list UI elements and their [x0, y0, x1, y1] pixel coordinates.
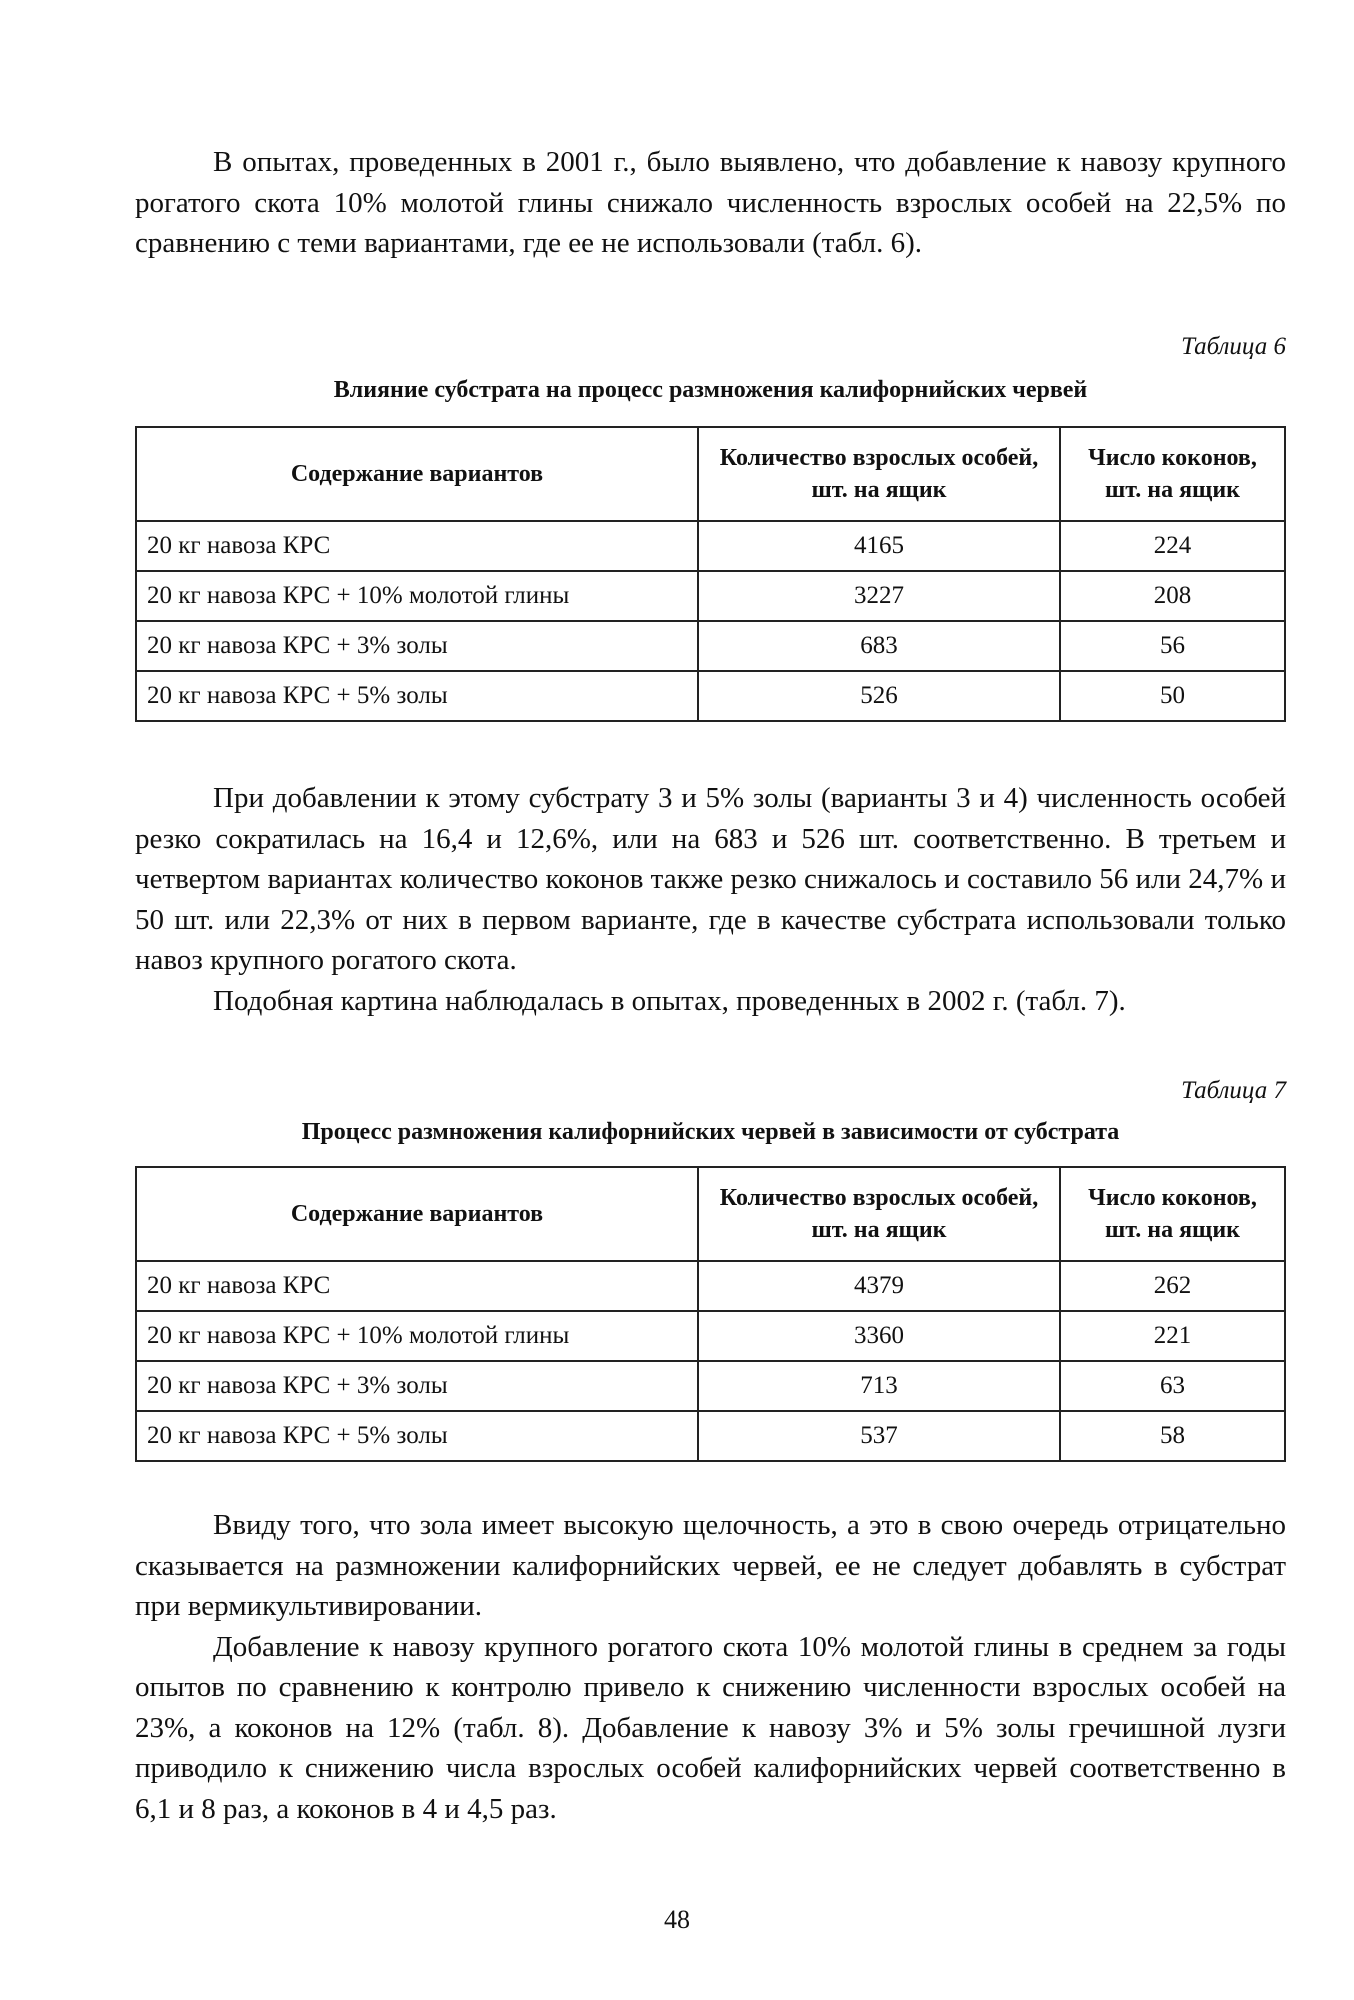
table-7: [135, 1166, 1286, 1462]
table-7-label: [135, 1077, 1286, 1105]
table-row: [136, 621, 1285, 671]
table-6-title-block: [135, 377, 1286, 404]
header-cell: Количество взрослых особей, шт. на ящик: [698, 1167, 1060, 1261]
table-row: [136, 571, 1285, 621]
paragraph: Ввиду того, что зола имеет высокую щелочность, а это в свою очередь отрицательно сказывается на размножении калифорнийских червей, ее не следует добавлять в субстрат при вермикультивировании.: [135, 1509, 1286, 1622]
table-row: [136, 521, 1285, 571]
table-label: Таблица 6: [1181, 333, 1286, 360]
header-cell: Содержание вариантов: [136, 1167, 698, 1261]
table-row: [136, 1311, 1285, 1361]
table-row: [136, 1411, 1285, 1461]
paragraph-3-block: [135, 1505, 1286, 1829]
cell: 20 кг навоза КРС + 10% молотой глины: [136, 1311, 698, 1361]
cell: 20 кг навоза КРС + 3% золы: [136, 1361, 698, 1411]
cell: 221: [1060, 1311, 1285, 1361]
cell: 20 кг навоза КРС + 3% золы: [136, 621, 698, 671]
cell: 50: [1060, 671, 1285, 721]
cell: 526: [698, 671, 1060, 721]
cell: 4165: [698, 521, 1060, 571]
page-number: 48: [664, 1905, 690, 1934]
cell: 20 кг навоза КРС + 10% молотой глины: [136, 571, 698, 621]
table-header-row: [136, 1167, 1285, 1261]
paragraph-1-block: [135, 142, 1286, 264]
cell: 713: [698, 1361, 1060, 1411]
table-label: Таблица 7: [1181, 1077, 1286, 1104]
cell: 3227: [698, 571, 1060, 621]
table-header-row: [136, 427, 1285, 521]
table-7-title-block: [135, 1119, 1286, 1146]
cell: 224: [1060, 521, 1285, 571]
paragraph: В опытах, проведенных в 2001 г., было выявлено, что добавление к навозу крупного рогатого скота 10% молотой глины снижало численность взрослых особей на 22,5% по сравнению с теми вариантами, где ее не использовали (табл. 6).: [135, 146, 1286, 259]
cell: 683: [698, 621, 1060, 671]
table-row: [136, 671, 1285, 721]
cell: 4379: [698, 1261, 1060, 1311]
paragraph: Подобная картина наблюдалась в опытах, проведенных в 2002 г. (табл. 7).: [213, 984, 1126, 1017]
paragraph-2-block: [135, 778, 1286, 1021]
cell: 63: [1060, 1361, 1285, 1411]
cell: 20 кг навоза КРС: [136, 1261, 698, 1311]
header-cell: Число коконов, шт. на ящик: [1060, 427, 1285, 521]
cell: 20 кг навоза КРС + 5% золы: [136, 1411, 698, 1461]
paragraph: При добавлении к этому субстрату 3 и 5% золы (варианты 3 и 4) численность особей резко сократилась на 16,4 и 12,6%, или на 683 и 526 шт. соответственно. В третьем и четвертом вариантах количество коконов также резко снижалось и составило 56 или 24,7% и 50 шт. или 22,3% от них в первом варианте, где в качестве субстрата использовали только навоз крупного рогатого скота.: [135, 782, 1286, 976]
header-cell: Количество взрослых особей, шт. на ящик: [698, 427, 1060, 521]
table-title: Процесс размножения калифорнийских червей в зависимости от субстрата: [301, 1119, 1120, 1145]
cell: 56: [1060, 621, 1285, 671]
cell: 58: [1060, 1411, 1285, 1461]
header-cell: Содержание вариантов: [136, 427, 698, 521]
paragraph: Добавление к навозу крупного рогатого скота 10% молотой глины в среднем за годы опытов по сравнению к контролю привело к снижению численности взрослых особей на 23%, а коконов на 12% (табл. 8). Добавление к навозу 3% и 5% золы гречишной лузги приводило к снижению числа взрослых особей калифорнийских червей соответственно в 6,1 и 8 раз, а коконов в 4 и 4,5 раз.: [135, 1630, 1286, 1825]
data-table: [135, 426, 1286, 722]
cell: 262: [1060, 1261, 1285, 1311]
table-row: [136, 1361, 1285, 1411]
cell: 20 кг навоза КРС + 5% золы: [136, 671, 698, 721]
table-6-label: [135, 333, 1286, 361]
cell: 537: [698, 1411, 1060, 1461]
table-6: [135, 426, 1286, 722]
table-title: Влияние субстрата на процесс размножения калифорнийских червей: [333, 377, 1088, 403]
cell: 20 кг навоза КРС: [136, 521, 698, 571]
data-table: [135, 1166, 1286, 1462]
table-row: [136, 1261, 1285, 1311]
cell: 3360: [698, 1311, 1060, 1361]
header-cell: Число коконов, шт. на ящик: [1060, 1167, 1285, 1261]
cell: 208: [1060, 571, 1285, 621]
